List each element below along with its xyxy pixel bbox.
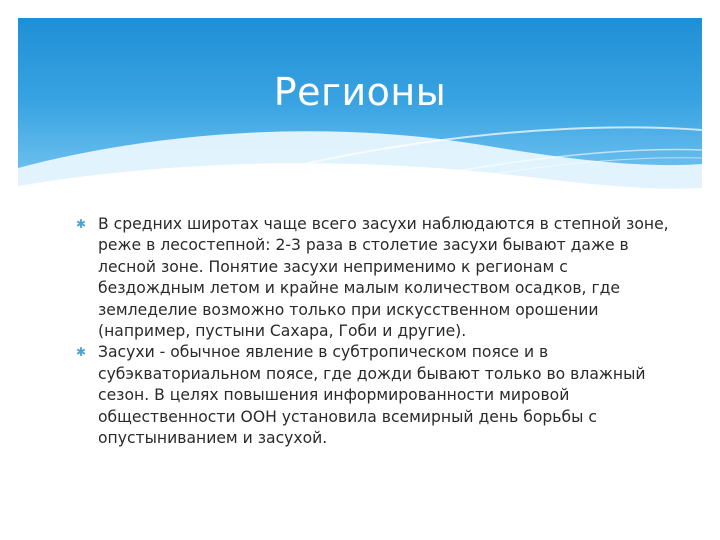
bullet-text: Засухи - обычное явление в субтропическом поясе и в субэкваториальном поясе, где дожди бывают только во влажный сезон. В целях повышения информированности мировой общественности ООН установила всемирный день борьбы с опустыниванием и засухой.: [98, 343, 646, 448]
list-item: [76, 342, 676, 449]
slide-title: Регионы: [273, 70, 447, 114]
title-banner: [18, 18, 702, 210]
wave-decoration: [18, 18, 702, 210]
bullet-text: В средних широтах чаще всего засухи наблюдаются в степной зоне, реже в лесостепной: 2-3 раза в столетие засухи бывают даже в лесной зоне. Понятие засухи неприменимо к регионам с бездождным летом и крайне малым количеством осадков, где земледелие возможно только при искусственном орошении (например, пустыни Сахара, Гоби и другие).: [98, 215, 669, 341]
bullet-list: [76, 214, 676, 449]
star-bullet-icon: ✱: [76, 345, 87, 360]
list-item: [76, 214, 676, 342]
star-bullet-icon: ✱: [76, 217, 87, 231]
